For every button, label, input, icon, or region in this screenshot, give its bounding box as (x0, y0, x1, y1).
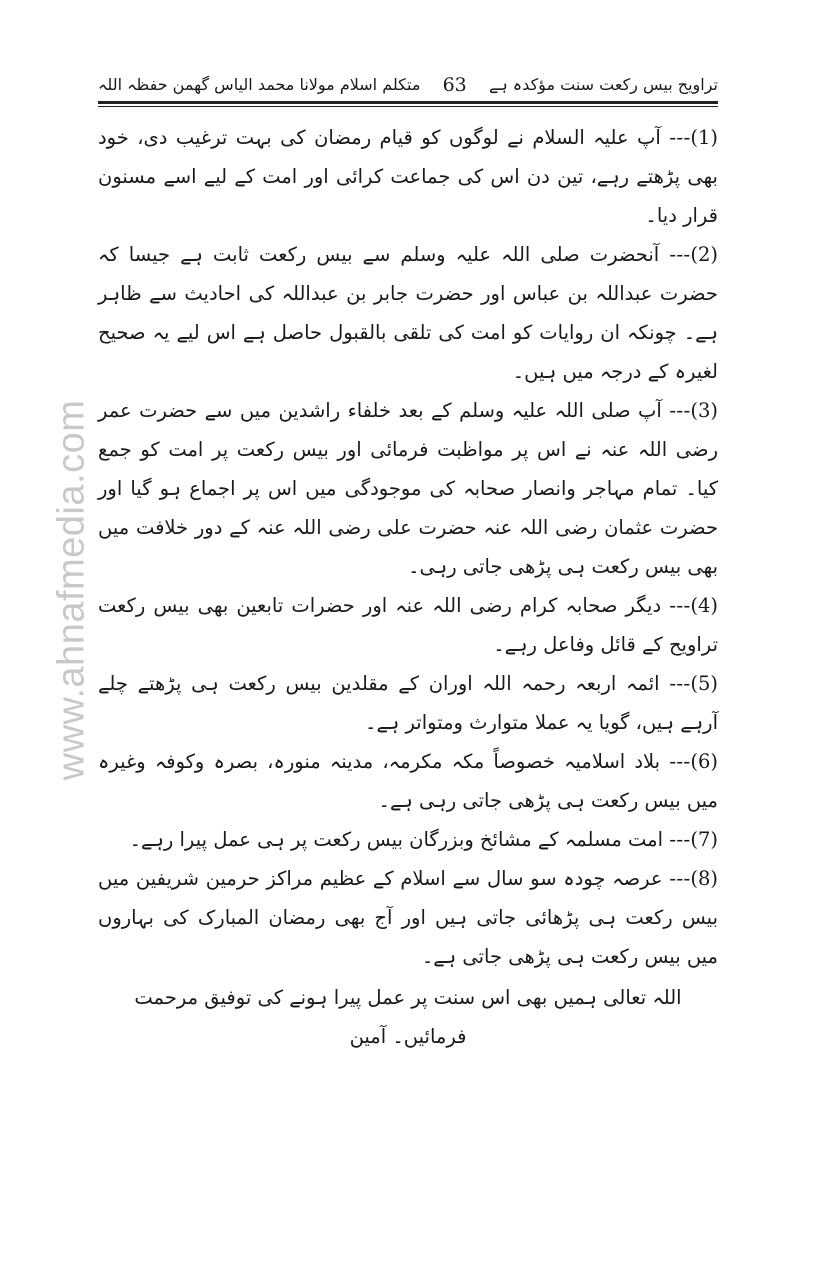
header-divider-thick (98, 101, 718, 104)
closing-prayer: اللہ تعالی ہمیں بھی اس سنت پر عمل پیرا ہونے کی توفیق مرحمت فرمائیں۔ آمین (134, 986, 682, 1048)
paragraph-text: --- دیگر صحابہ کرام رضی اللہ عنہ اور حضرات تابعین بھی بیس رکعت تراویح کے قائل وفاعل رہے۔ (98, 594, 718, 656)
running-header (98, 66, 718, 100)
paragraph-text: --- آپ علیہ السلام نے لوگوں کو قیام رمضان کی بہت ترغیب دی، خود بھی پڑھتے رہے، تین دن اس کی جماعت کرائی اور امت کے لیے اسے مسنون قرار دیا۔ (98, 126, 718, 227)
paragraph-text: --- آنحضرت صلی اللہ علیہ وسلم سے بیس رکعت ثابت ہے جیسا کہ حضرت عبداللہ بن عباس اور حضرت جابر بن عبداللہ کی احادیث سے ظاہر ہے۔ چونکہ ان روایات کو امت کی تلقی بالقبول حاصل ہے اس لیے یہ صحیح لغیرہ کے درجہ میں ہیں۔ (98, 243, 718, 383)
paragraph-number: (2) (690, 243, 718, 266)
paragraph-text: --- ائمہ اربعہ رحمہ اللہ اوران کے مقلدین بیس رکعت ہی پڑھتے چلے آرہے ہیں، گویا یہ عملا متوارث ومتواتر ہے۔ (98, 672, 718, 734)
page-number: 63 (442, 74, 467, 96)
page-body (98, 118, 718, 1056)
paragraph-2 (98, 235, 718, 391)
paragraph-number: (4) (690, 594, 718, 617)
paragraph-6 (98, 742, 718, 820)
paragraph-number: (7) (690, 828, 718, 851)
paragraph-5 (98, 664, 718, 742)
paragraph-number: (5) (690, 672, 718, 695)
header-author: متکلم اسلام مولانا محمد الیاس گھمن حفظہ اللہ (98, 75, 421, 94)
paragraph-8 (98, 859, 718, 976)
paragraph-text: --- آپ صلی اللہ علیہ وسلم کے بعد خلفاء راشدین میں سے حضرت عمر رضی اللہ عنہ نے اس پر مواظبت فرمائی اور بیس رکعت پر امت کو جمع کیا۔ تمام مہاجر وانصار صحابہ کی موجودگی میں اس پر اجماع ہو گیا اور حضرت عثمان رضی اللہ عنہ حضرت علی رضی اللہ عنہ کے دور خلافت میں بھی بیس رکعت ہی پڑھی جاتی رہی۔ (98, 399, 718, 578)
paragraph-number: (6) (690, 750, 718, 773)
paragraph-text: --- عرصہ چودہ سو سال سے اسلام کے عظیم مراکز حرمین شریفین میں بیس رکعت ہی پڑھائی جاتی ہیں اور آج بھی رمضان المبارک کی بہاروں میں بیس رکعت ہی پڑھی جاتی ہے۔ (98, 867, 718, 968)
paragraph-text: --- امت مسلمہ کے مشائخ وبزرگان بیس رکعت پر ہی عمل پیرا رہے۔ (129, 828, 691, 851)
watermark-text: www.ahnafmedia.com (50, 399, 93, 781)
paragraph-text: --- بلاد اسلامیہ خصوصاً مکہ مکرمہ، مدینہ منورہ، بصرہ وکوفہ وغیرہ میں بیس رکعت ہی پڑھی جاتی رہی ہے۔ (98, 750, 718, 812)
paragraph-3 (98, 391, 718, 586)
header-divider-thin (98, 106, 718, 107)
header-right-group (437, 70, 473, 100)
paragraph-number: (3) (690, 399, 718, 422)
paragraph-number: (1) (690, 126, 718, 149)
header-book-title: تراویح بیس رکعت سنت مؤکدہ ہے (488, 75, 718, 94)
paragraph-7 (98, 820, 718, 859)
paragraph-number: (8) (690, 867, 718, 890)
paragraph-1 (98, 118, 718, 235)
paragraph-4 (98, 586, 718, 664)
